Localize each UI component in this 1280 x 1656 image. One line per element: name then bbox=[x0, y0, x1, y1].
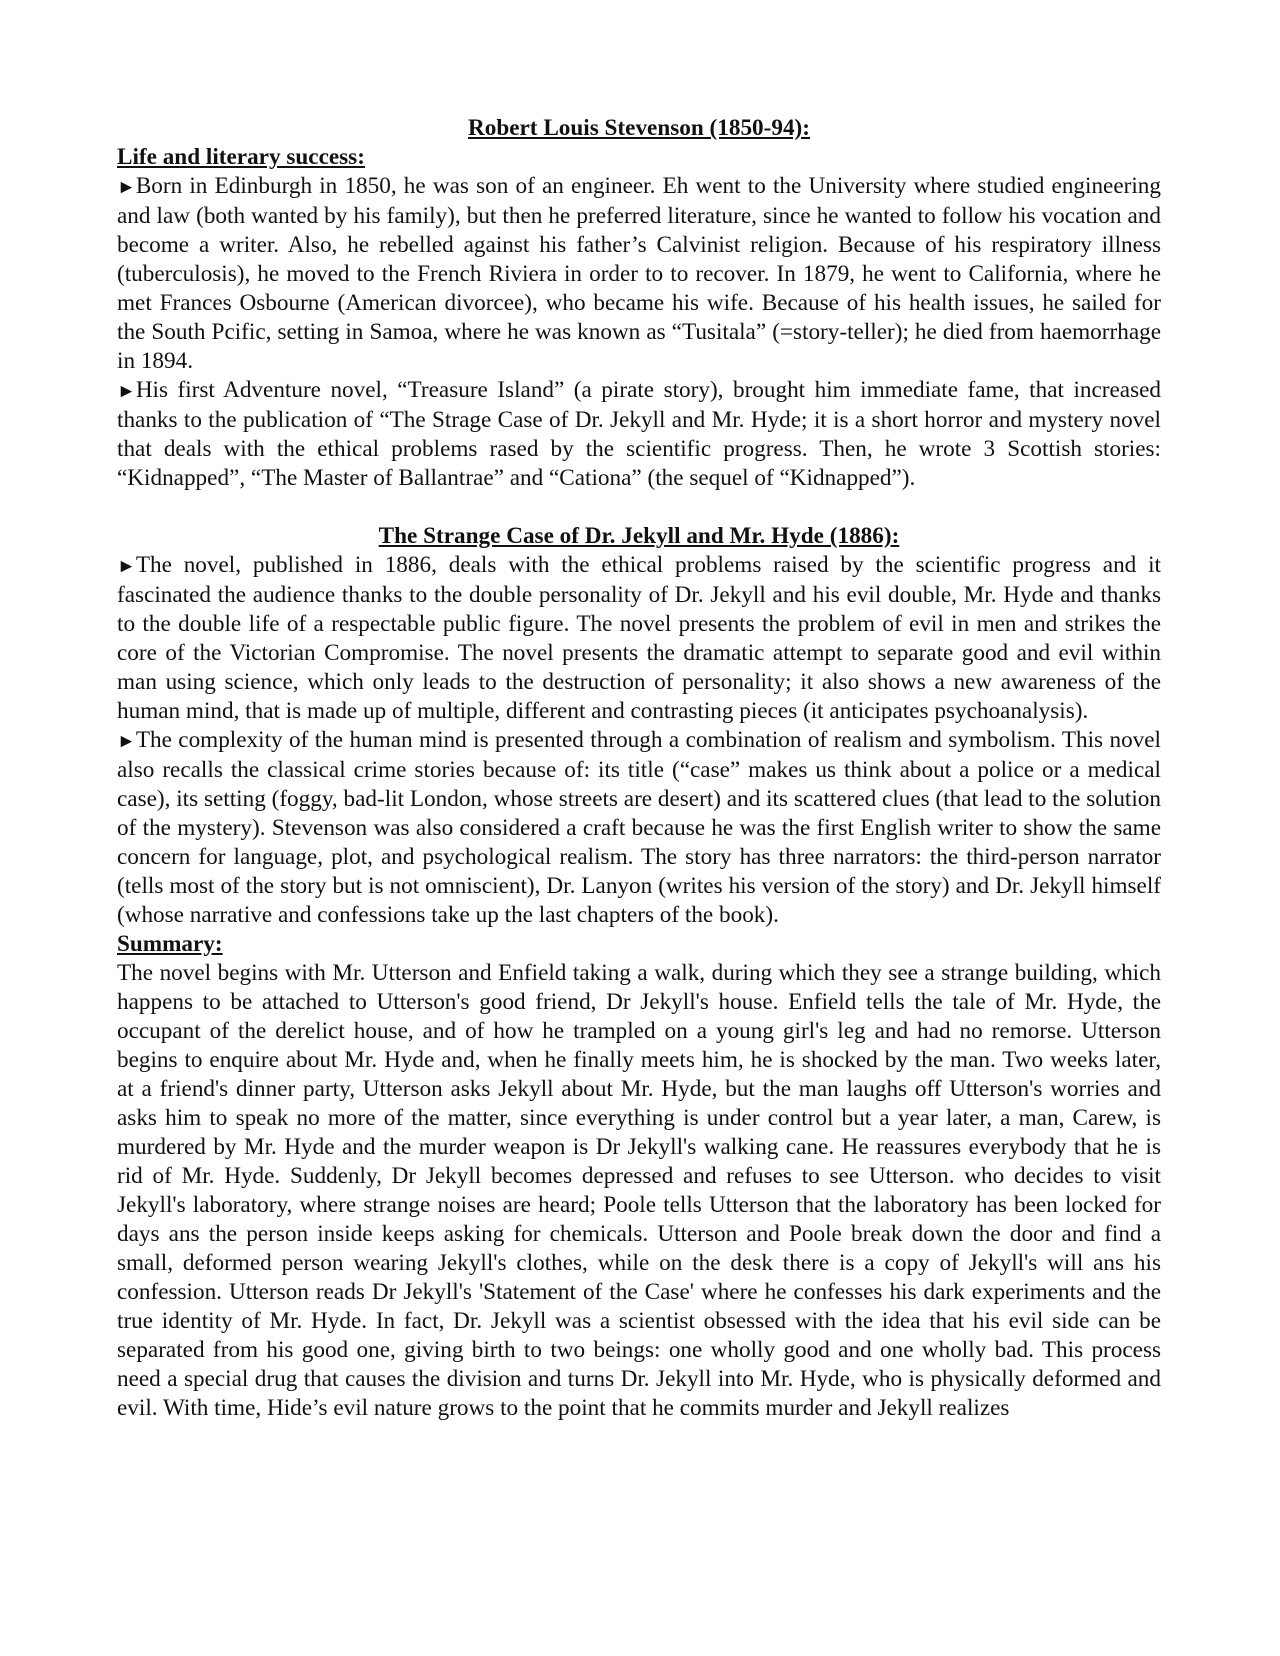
bullet-icon: ► bbox=[117, 381, 136, 402]
bullet-icon: ► bbox=[117, 177, 136, 198]
bullet-icon: ► bbox=[117, 556, 136, 577]
paragraph-biography bbox=[117, 172, 1161, 376]
paragraph-works-text: His first Adventure novel, “Treasure Island” (a pirate story), brought him immediate fame, that increased thanks to the publication of “The Strage Case of Dr. Jekyll and Mr. Hyde; it is a short horror and mystery novel that deals with the ethical problems rased by the scientific progress. Then, he wrote 3 Scottish stories: “Kidnapped”, “The Master of Ballantrae” and “Cationa” (the sequel of “Kidnapped”). bbox=[117, 377, 1161, 491]
paragraph-summary: The novel begins with Mr. Utterson and Enfield taking a walk, during which they see a strange building, which happens to be attached to Utterson's good friend, Dr Jekyll's house. Enfield tells the tale of Mr. Hyde, the occupant of the derelict house, and of how he trampled on a young girl's leg and had no remorse. Utterson begins to enquire about Mr. Hyde and, when he finally meets him, he is shocked by the man. Two weeks later, at a friend's dinner party, Utterson asks Jekyll about Mr. Hyde, but the man laughs off Utterson's worries and asks him to speak no more of the matter, since everything is under control but a year later, a man, Carew, is murdered by Mr. Hyde and the murder weapon is Dr Jekyll's walking cane. He reassures everybody that he is rid of Mr. Hyde. Suddenly, Dr Jekyll becomes depressed and refuses to see Utterson. who decides to visit Jekyll's laboratory, where strange noises are heard; Poole tells Utterson that the laboratory has been locked for days ans the person inside keeps asking for chemicals. Utterson and Poole break down the door and find a small, deformed person wearing Jekyll's clothes, while on the desk there is a copy of Jekyll's will ans his confession. Utterson reads Dr Jekyll's 'Statement of the Case' where he confesses his dark experiments and the true identity of Mr. Hyde. In fact, Dr. Jekyll was a scientist obsessed with the idea that his evil side can be separated from his good one, giving birth to two beings: one wholly good and one wholly bad. This process need a special drug that causes the division and turns Dr. Jekyll into Mr. Hyde, who is physically deformed and evil. With time, Hide’s evil nature grows to the point that he commits murder and Jekyll realizes bbox=[117, 960, 1161, 1421]
paragraph-novel-style bbox=[117, 726, 1161, 930]
section-title-jekyll-hyde: The Strange Case of Dr. Jekyll and Mr. Hyde (1886): bbox=[378, 523, 900, 549]
paragraph-novel-themes bbox=[117, 551, 1161, 726]
document-page bbox=[117, 114, 1161, 1423]
section-heading-summary: Summary: bbox=[117, 931, 223, 957]
paragraph-novel-style-text: The complexity of the human mind is presented through a combination of realism and symbolism. This novel also recalls the classical crime stories because of: its title (“case” makes us think about a police or a medical case), its setting (foggy, bad-lit London, whose streets are desert) and its scattered clues (that lead to the solution of the mystery). Stevenson was also considered a craft because he was the first English writer to show the same concern for language, plot, and psychological realism. The story has three narrators: the third-person narrator (tells most of the story but is not omniscient), Dr. Lanyon (writes his version of the story) and Dr. Jekyll himself (whose narrative and confessions take up the last chapters of the book). bbox=[117, 727, 1161, 928]
paragraph-novel-themes-text: The novel, published in 1886, deals with the ethical problems raised by the scientific progress and it fascinated the audience thanks to the double personality of Dr. Jekyll and his evil double, Mr. Hyde and thanks to the double life of a respectable public figure. The novel presents the problem of evil in men and strikes the core of the Victorian Compromise. The novel presents the dramatic attempt to separate good and evil within man using science, which only leads to the destruction of personality; it also shows a new awareness of the human mind, that is made up of multiple, different and contrasting pieces (it anticipates psychoanalysis). bbox=[117, 552, 1161, 724]
paragraph-biography-text: Born in Edinburgh in 1850, he was son of an engineer. Eh went to the University where studied engineering and law (both wanted by his family), but then he preferred literature, since he wanted to follow his vocation and become a writer. Also, he rebelled against his father’s Calvinist religion. Because of his respiratory illness (tuberculosis), he moved to the French Riviera in order to to recover. In 1879, he went to California, where he met Frances Osbourne (American divorcee), who became his wife. Because of his health issues, he sailed for the South Pcific, setting in Samoa, where he was known as “Tusitala” (=story-teller); he died from haemorrhage in 1894. bbox=[117, 173, 1161, 374]
document-title: Robert Louis Stevenson (1850-94): bbox=[467, 115, 810, 141]
bullet-icon: ► bbox=[117, 731, 136, 752]
paragraph-works bbox=[117, 376, 1161, 493]
section-heading-life: Life and literary success: bbox=[117, 144, 365, 170]
spacer bbox=[117, 493, 1161, 522]
